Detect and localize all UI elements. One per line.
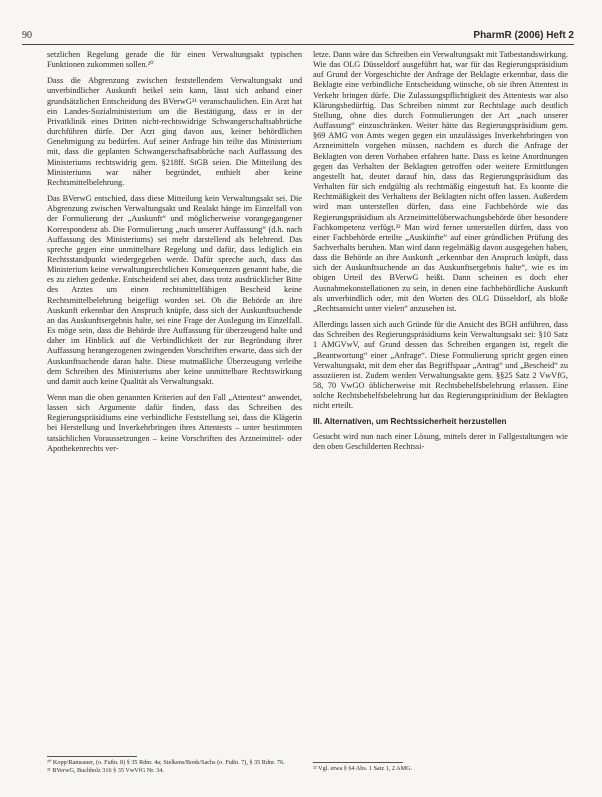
paragraph: Gesucht wird nun nach einer Lösung, mittels derer in Fallgestaltungen wie den oben Geschilderten Rechtssi- — [313, 431, 568, 451]
paragraph: Das BVerwG entschied, dass diese Mitteilung kein Verwaltungsakt sei. Die Abgrenzung zwischen Verwaltungsakt und Realakt hänge im Einzelfall von der Formulierung der „Auskunft“ und möglicherweise vorangegangener Korrespondenz ab. Die Formulierung „nach unserer Auffassung“ (d.h. nach Auffassung des Ministeriums) sei mehr darstellend als belehrend. Das spreche gegen eine unmittelbare Regelung und dafür, dass lediglich ein Rechtsstandpunkt wiedergegeben werde. Dafür spreche auch, dass das Ministerium keine verwaltungsrechtlichen Konsequenzen genannt habe, die es zu ziehen gedenke. Entscheidend sei aber, dass trotz ausdrücklicher Bitte des Arztes um einen rechtsmittelfähigen Bescheid keine Rechtsmittelbelehrung beigefügt worden sei. Ob die Behörde an ihre Auskunft erkennbar den Anspruch knüpfe, dass sich der Auskunftsuchende an das Auskunftsergebnis halte, sei eine Frage der Auslegung im Einzelfall. Es möge sein, dass die Behörde ihre Auffassung für überzeugend halte und daher im Hinblick auf die Verbindlichkeit der zur Begründung ihrer Auffassung herangezogenen zwingenden Vorschriften erwarte, dass sich der Auskunftsuchende daran halte. Diese mutmaßliche Überzeugung verleihe dem Schreiben des Ministeriums aber keine unmittelbare Rechtswirkung und damit auch keine Qualität als Verwaltungsakt. — [47, 194, 302, 386]
right-column — [313, 50, 568, 458]
footnotes-right — [313, 762, 568, 773]
page-number: 90 — [22, 30, 32, 41]
footnote-rule — [47, 756, 137, 757]
section-heading: III. Alternativen, um Rechtssicherheit herzustellen — [313, 417, 507, 427]
paragraph: Dass die Abgrenzung zwischen feststellendem Verwaltungsakt und unverbindlicher Auskunft heikel sein kann, lässt sich anhand einer grundsätzlichen Entscheidung des BVerwG²¹ veranschaulichen. Ein Arzt hat ein Landes-Sozialministerium um die Bestätigung, dass er in der Privatklinik eines Dritten nicht-rechtswidrige Schwangerschaftsabbrüche durchführen dürfe. Der Arzt ging davon aus, keiner behördlichen Genehmigung zu bedürfen. Auf seiner Anfrage hin teilte das Ministerium mit, dass die geplanten Schwangerschaftsabbrüche nach Auffassung des Ministeriums rechtswidrig gem. §218ff. StGB seien. Die Mitteilung des Ministeriums war näher begründet, enthielt aber keine Rechtsmittelbelehrung. — [47, 76, 302, 187]
paragraph: letze. Dann wäre das Schreiben ein Verwaltungsakt mit Tatbestandswirkung. Wie das OLG Düsseldorf ausgeführt hat, war für das Regierungspräsidium auf Grund der Vorgeschichte der Anfrage der Beklagte erkennbar, dass die Beklagte eine verbindliche Entscheidung wünsche, ob sie ihren Attentest in Verkehr bringen dürfe. Die Zulassungspflichtigkeit des Attentests war also Klärungsbedürftig. Das Schreiben nimmt zur Rechtslage auch deutlich Stellung, ohne dies durch Formulierungen der Art „nach unserer Auffassung“ einzuschränken. Weiter hätte das Regierungspräsidium gem. §69 AMG von Amts wegen gegen ein unzulässiges Inverkehrbringen von Arzneimitteln vorgehen müssen, nachdem es durch die Anfrage der Beklagten von deren Vorhaben erfahren hatte. Dass es keine Anordnungen gegen das Verhalten der Beklagten getroffen oder weitere Ermittlungen angestellt hat, deutet darauf hin, dass das Regierungspräsidium das Verhalten für sich endgültig als rechtmäßig eingestuft hat. Es konnte die Rechtmäßigkeit des Verhaltens der Beklagten nicht offen lassen. Außerdem wird man unterstellen dürfen, dass eine Fachbehörde wie das Regierungspräsidium als Arzneimittelüberwachungsbehörde über besondere Fachkompetenz verfügt.²² Man wird ferner unterstellen dürfen, dass von einer Fachbehörde erteilte „Auskünfte“ auf einer gründlichen Prüfung des Sachverhalts beruhen. Man wird dann regelmäßig davon ausgegehen haben, dass die Behörde an ihre Auskunft „erkennbar den Anspruch knüpft, dass sich der Auskunftsuchende an das Auskunftsergebnis halte“, wie es im obigen Urteil des BVerwG heißt. Dann scheinen es doch eher Ausnahmekonstellationen zu sein, in denen eine fachbehördliche Auskunft als unverbindlich oder, mit den Worten des OLG Düsseldorf, als bloße „Rechtsansicht unter vielen“ anzusehen ist. — [313, 50, 568, 313]
paragraph: Wenn man die oben genannten Kriterien auf den Fall „Attentest“ anwendet, lassen sich Argumente dafür finden, dass das Schreiben des Regierungspräsidiums eine verbindliche Feststellung sei, dass die Klägerin bei Herstellung und Inverkehrbringen ihres Attentests – unter bestimmten tatsächlichen Voraussetzungen – keine Vorschriften des Arzneimittel- oder Apothekenrechts ver- — [47, 393, 302, 453]
footnote-rule — [313, 762, 403, 763]
footnote: ²⁰ Kopp/Ramsauer, (o. Fußn. 8) § 35 Rdnr. 4a; Stelkens/Bonk/Sachs (o. Fußn. 7), § 35 Rdnr. 76. — [47, 759, 285, 766]
journal-ref: PharmR (2006) Heft 2 — [473, 30, 574, 41]
header-rule — [22, 44, 574, 45]
footnote: ²¹ BVerwG, Buchholz 316 § 35 VwVfG Nr. 34. — [47, 766, 164, 774]
paragraph: setzlichen Regelung gerade die für einen Verwaltungsakt typischen Funktionen zukommen sollen.²⁰ — [47, 50, 302, 70]
footnotes-left — [47, 756, 302, 774]
paragraph: Allerdings lassen sich auch Gründe für die Ansicht des BGH anführen, dass das Schreiben des Regierungspräsidiums kein Verwaltungsakt sei: §10 Satz 1 AMGVwV, auf Grund dessen das Schreiben ergangen ist, regelt die „Beantwortung“ einer „Anfrage“. Diese Formulierung spricht gegen einen Verwaltungsakt, mit dem eher das Begriffspaar „Antrag“ und „Bescheid“ zu assoziieren ist. Zudem werden Verwaltungsakte gem. §§25 Satz 2 VwVfG, 58, 70 VwGO üblicherweise mit Rechtsbehelfsbelehrung erlassen. Eine solche Rechtsbehelfsbelehrung hat das Regierungspräsidium der Beklagten nicht erteilt. — [313, 320, 568, 411]
footnote: ²² Vgl. etwa § 64 Abs. 1 Satz 1, 2 AMG. — [313, 765, 413, 772]
left-column — [47, 50, 302, 460]
